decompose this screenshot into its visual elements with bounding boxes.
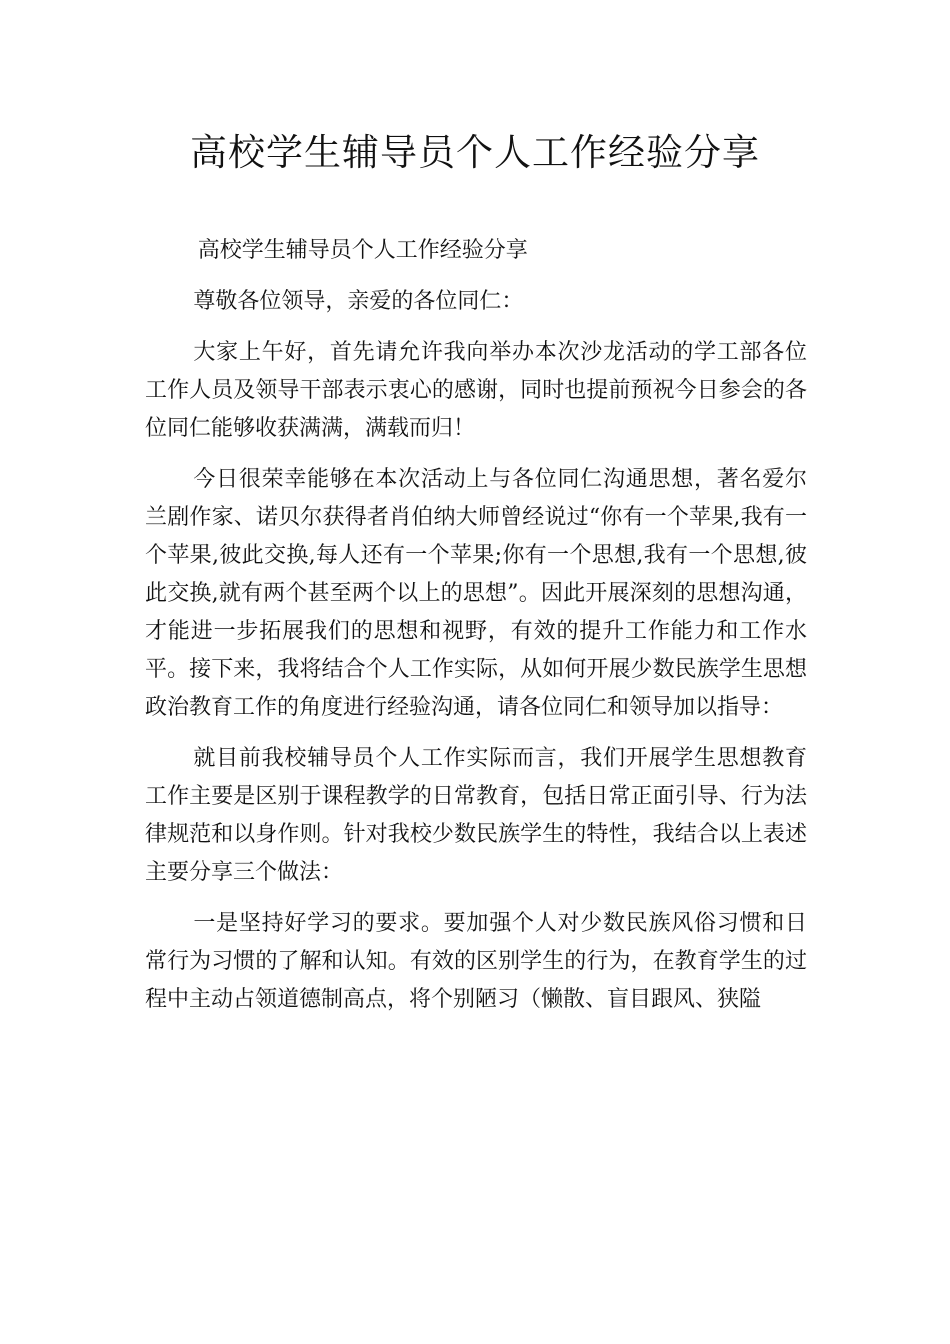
document-title: 高校学生辅导员个人工作经验分享 — [190, 131, 760, 174]
subtitle-paragraph: 高校学生辅导员个人工作经验分享 — [197, 238, 528, 263]
greeting-paragraph: 大家上午好，首先请允许我向举办本次沙龙活动的学工部各位工作人员及领导干部表示衷心的感谢，同时也提前预祝今日参会的各位同仁能够收获满满，满载而归！ — [145, 340, 807, 441]
first-method-paragraph: 一是坚持好学习的要求。要加强个人对少数民族风俗习惯和日常行为习惯的了解和认知。有效的区别学生的行为，在教育学生的过程中主动占领道德制高点，将个别陋习（懒散、盲目跟风、狭隘 — [145, 911, 807, 1012]
context-paragraph: 就目前我校辅导员个人工作实际而言，我们开展学生思想教育工作主要是区别于课程教学的日常教育，包括日常正面引导、行为法律规范和以身作则。针对我校少数民族学生的特性，我结合以上表述主要分享三个做法： — [145, 746, 807, 885]
document-body — [145, 232, 807, 1032]
quote-paragraph: 今日很荣幸能够在本次活动上与各位同仁沟通思想，著名爱尔兰剧作家、诺贝尔获得者肖伯纳大师曾经说过“你有一个苹果,我有一个苹果,彼此交换,每人还有一个苹果;你有一个思想,我有一个思想,彼此交换,就有两个甚至两个以上的思想”。因此开展深刻的思想沟通，才能进一步拓展我们的思想和视野，有效的提升工作能力和工作水平。接下来，我将结合个人工作实际，从如何开展少数民族学生思想政治教育工作的角度进行经验沟通，请各位同仁和领导加以指导： — [145, 467, 807, 720]
salutation-paragraph: 尊敬各位领导，亲爱的各位同仁： — [193, 289, 524, 314]
